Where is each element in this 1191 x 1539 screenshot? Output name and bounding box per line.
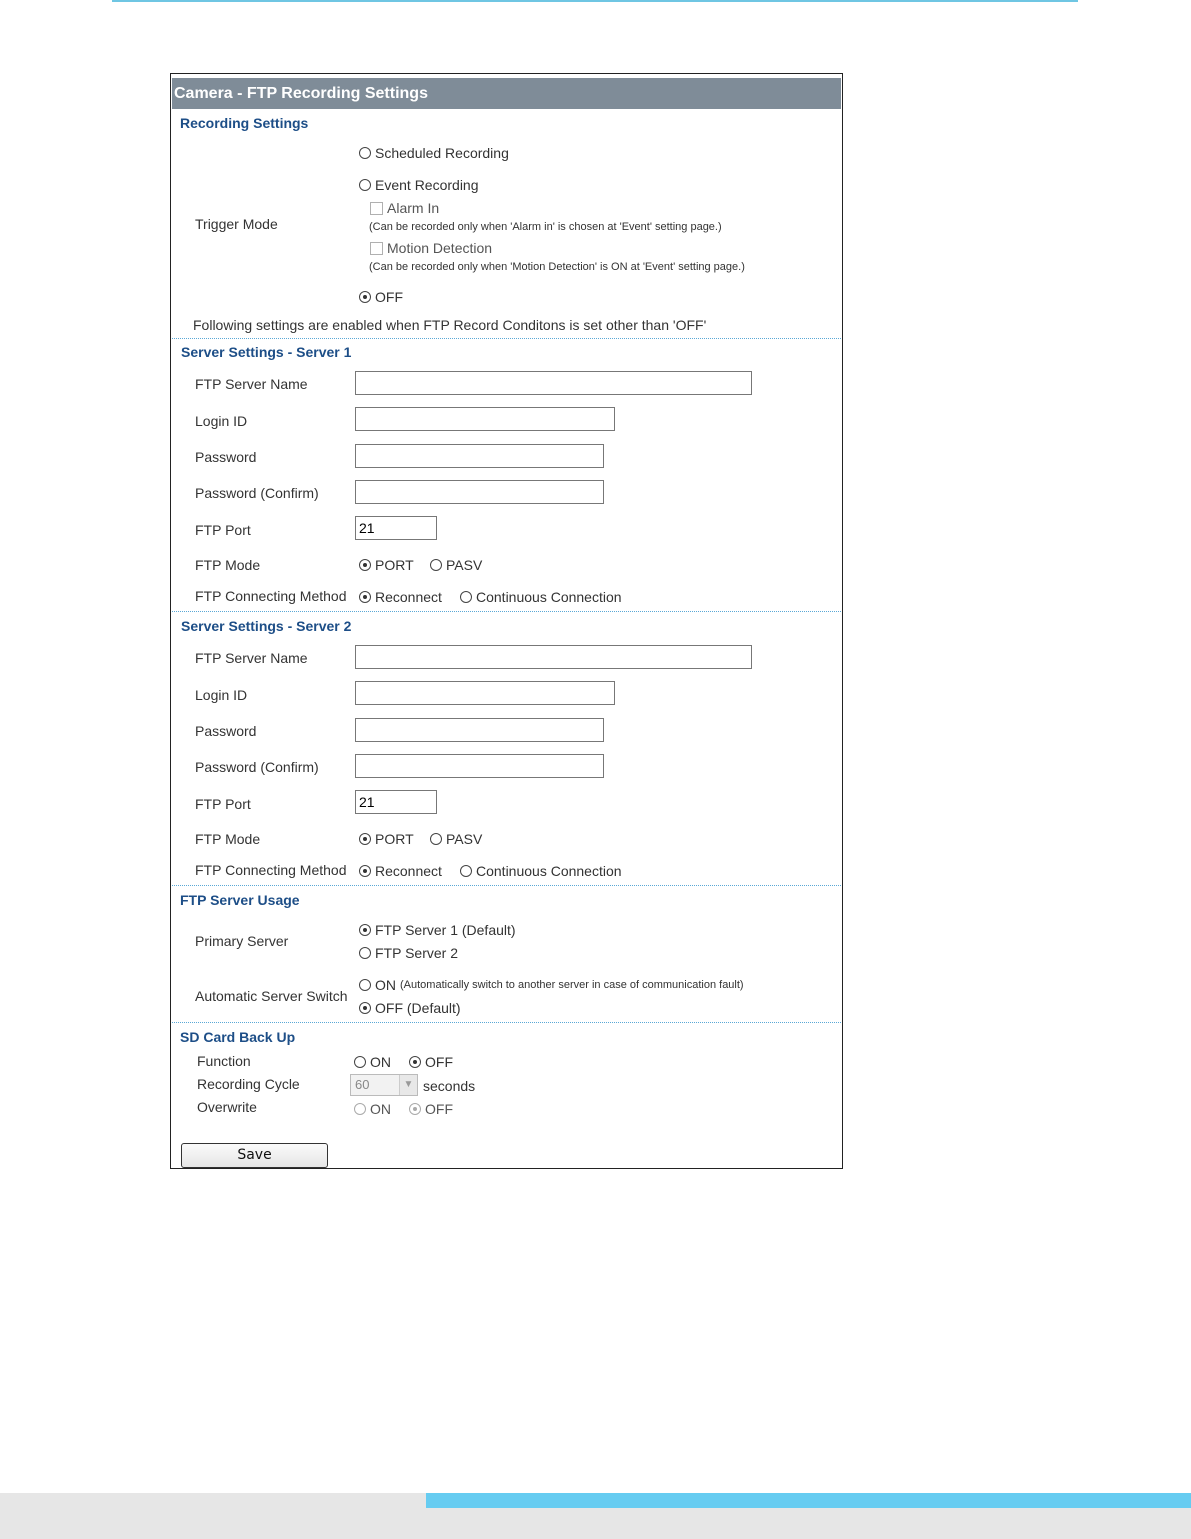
function-on-option[interactable]: ON (354, 1054, 391, 1070)
radio-icon[interactable] (359, 979, 371, 991)
radio-checked-icon[interactable] (409, 1056, 421, 1068)
radio-checked-icon[interactable] (409, 1103, 421, 1115)
section-divider (172, 611, 841, 612)
server1-confirm-input[interactable] (355, 480, 604, 504)
radio-checked-icon[interactable] (359, 924, 371, 936)
server2-heading: Server Settings - Server 2 (181, 618, 352, 634)
server1-mode-port-option[interactable]: PORT (359, 557, 414, 573)
seconds-unit: seconds (423, 1078, 476, 1094)
radio-checked-icon[interactable] (359, 865, 371, 877)
server2-confirm-label: Password (Confirm) (195, 759, 319, 775)
auto-switch-on-option[interactable]: ON (Automatically switch to another server in case of communication fault) (359, 977, 744, 993)
checkbox-icon[interactable] (370, 202, 383, 215)
auto-switch-note: (Automatically switch to another server in case of communication fault) (400, 979, 744, 991)
server2-password-label: Password (195, 723, 257, 739)
server1-password-input[interactable] (355, 444, 604, 468)
radio-icon[interactable] (359, 947, 371, 959)
radio-icon[interactable] (359, 179, 371, 191)
server2-mode-label: FTP Mode (195, 831, 261, 847)
server2-mode-pasv-option[interactable]: PASV (430, 831, 482, 847)
sd-heading: SD Card Back Up (180, 1029, 296, 1045)
server2-port-label: FTP Port (195, 796, 251, 812)
radio-icon[interactable] (354, 1103, 366, 1115)
section-divider (172, 1022, 841, 1023)
server1-port-label: FTP Port (195, 522, 251, 538)
event-recording-option[interactable]: Event Recording (359, 177, 479, 193)
auto-switch-label: Automatic Server Switch (195, 988, 348, 1004)
footer-accent (426, 1493, 1191, 1508)
settings-note: Following settings are enabled when FTP Record Conditons is set other than 'OFF' (193, 317, 707, 333)
radio-icon[interactable] (359, 147, 371, 159)
server1-name-label: FTP Server Name (195, 376, 308, 392)
server1-heading: Server Settings - Server 1 (181, 344, 352, 360)
motion-detection-note: (Can be recorded only when 'Motion Detection' is ON at 'Event' setting page.) (369, 261, 745, 273)
server1-reconnect-option[interactable]: Reconnect (359, 589, 442, 605)
alarm-in-note: (Can be recorded only when 'Alarm in' is chosen at 'Event' setting page.) (369, 221, 722, 233)
recording-cycle-select[interactable]: 60 ▼ (350, 1074, 418, 1096)
recording-cycle-label: Recording Cycle (197, 1076, 300, 1092)
radio-checked-icon[interactable] (359, 833, 371, 845)
server2-name-input[interactable] (355, 645, 752, 669)
radio-checked-icon[interactable] (359, 291, 371, 303)
function-label: Function (197, 1053, 251, 1069)
overwrite-off-option[interactable]: OFF (409, 1101, 453, 1117)
server2-mode-port-option[interactable]: PORT (359, 831, 414, 847)
server1-port-input[interactable] (355, 516, 437, 540)
usage-heading: FTP Server Usage (180, 892, 300, 908)
server1-password-label: Password (195, 449, 257, 465)
server1-login-input[interactable] (355, 407, 615, 431)
server1-login-label: Login ID (195, 413, 248, 429)
server2-login-label: Login ID (195, 687, 248, 703)
primary-server2-option[interactable]: FTP Server 2 (359, 945, 458, 961)
chevron-down-icon: ▼ (399, 1075, 417, 1095)
recording-settings-heading: Recording Settings (180, 115, 309, 131)
top-rule (112, 0, 1078, 2)
function-off-option[interactable]: OFF (409, 1054, 453, 1070)
server1-name-input[interactable] (355, 371, 752, 395)
section-divider (172, 338, 841, 339)
server2-port-input[interactable] (355, 790, 437, 814)
overwrite-label: Overwrite (197, 1099, 257, 1115)
server2-name-label: FTP Server Name (195, 650, 308, 666)
server2-login-input[interactable] (355, 681, 615, 705)
primary-server1-option[interactable]: FTP Server 1 (Default) (359, 922, 516, 938)
auto-switch-off-option[interactable]: OFF (Default) (359, 1000, 461, 1016)
server2-method-label: FTP Connecting Method (195, 862, 347, 878)
server2-continuous-option[interactable]: Continuous Connection (460, 863, 622, 879)
trigger-mode-label: Trigger Mode (195, 216, 278, 232)
radio-checked-icon[interactable] (359, 559, 371, 571)
save-button[interactable]: Save (181, 1143, 328, 1168)
server2-confirm-input[interactable] (355, 754, 604, 778)
server2-reconnect-option[interactable]: Reconnect (359, 863, 442, 879)
server1-confirm-label: Password (Confirm) (195, 485, 319, 501)
radio-checked-icon[interactable] (359, 1002, 371, 1014)
radio-checked-icon[interactable] (359, 591, 371, 603)
radio-icon[interactable] (460, 591, 472, 603)
checkbox-icon[interactable] (370, 242, 383, 255)
server1-method-label: FTP Connecting Method (195, 588, 347, 604)
scheduled-recording-option[interactable]: Scheduled Recording (359, 145, 509, 161)
ftp-settings-panel (170, 73, 843, 1169)
overwrite-on-option[interactable]: ON (354, 1101, 391, 1117)
server1-continuous-option[interactable]: Continuous Connection (460, 589, 622, 605)
server1-mode-pasv-option[interactable]: PASV (430, 557, 482, 573)
motion-detection-checkbox[interactable]: Motion Detection (370, 240, 492, 256)
section-divider (172, 885, 841, 886)
alarm-in-checkbox[interactable]: Alarm In (370, 200, 439, 216)
radio-icon[interactable] (430, 559, 442, 571)
panel-title: Camera - FTP Recording Settings (172, 78, 841, 109)
primary-server-label: Primary Server (195, 933, 289, 949)
server2-password-input[interactable] (355, 718, 604, 742)
radio-icon[interactable] (460, 865, 472, 877)
off-option[interactable]: OFF (359, 289, 403, 305)
radio-icon[interactable] (430, 833, 442, 845)
server1-mode-label: FTP Mode (195, 557, 261, 573)
radio-icon[interactable] (354, 1056, 366, 1068)
